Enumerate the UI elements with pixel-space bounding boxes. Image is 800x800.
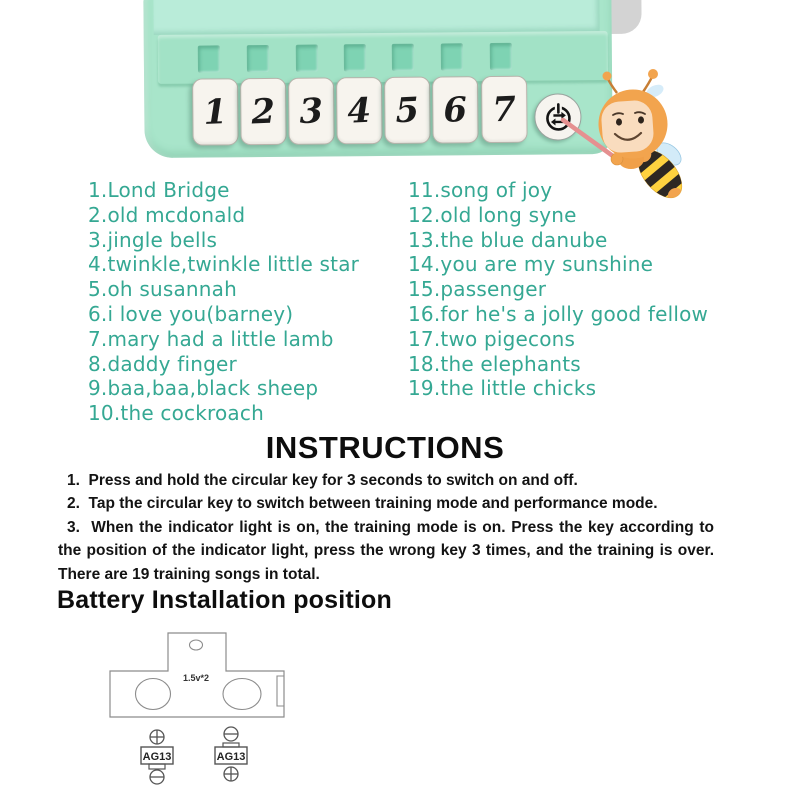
bee-eye-right: [638, 116, 644, 123]
indicator-light-1: [198, 45, 220, 72]
song-item: 2.old mcdonald: [88, 202, 246, 227]
key-6-label: 6: [442, 89, 469, 131]
battery-left-label: AG13: [142, 751, 172, 763]
song-item: 8.daddy finger: [88, 351, 237, 376]
song-item: 7.mary had a little lamb: [88, 326, 334, 351]
song-item: 5.oh susannah: [88, 277, 238, 302]
key-1-label: 1: [202, 91, 229, 133]
instructions-list: [58, 469, 714, 586]
indicator-light-2: [247, 45, 269, 72]
song-item: 12.old long syne: [408, 202, 577, 227]
key-4-label: 4: [346, 90, 373, 132]
key-2-label: 2: [250, 91, 277, 133]
battery-installation-diagram: [92, 624, 332, 796]
battery-left: [141, 730, 173, 784]
indicator-light-6: [441, 43, 463, 70]
song-item: 6.i love you(barney): [88, 301, 294, 326]
song-item: 1.Lond Bridge: [88, 178, 230, 202]
song-item: 16.for he's a jolly good fellow: [408, 301, 709, 326]
battery-section-heading: Battery Installation position: [57, 586, 392, 614]
song-item: 9.baa,baa,black sheep: [88, 376, 319, 401]
song-item: 18.the elephants: [408, 351, 581, 376]
bee-antenna-right-tip: [648, 69, 658, 79]
key-6: [432, 76, 479, 143]
song-item: 13.the blue danube: [408, 227, 608, 252]
key-3-label: 3: [298, 90, 325, 132]
key-4: [336, 77, 383, 144]
instructions-heading: INSTRUCTIONS: [265, 430, 505, 465]
instruction-item-1: 1. Press and hold the circular key for 3 seconds to switch on and off.: [67, 472, 578, 489]
song-list-left-column: [88, 178, 359, 426]
compartment-notch: [277, 676, 284, 706]
screw-hole: [190, 640, 203, 650]
key-5-label: 5: [394, 89, 421, 131]
bee-antenna-left: [608, 79, 617, 93]
key-2: [240, 78, 287, 145]
device-top-panel: [153, 0, 599, 35]
song-item: 4.twinkle,twinkle little star: [88, 252, 360, 277]
battery-slot-right: [223, 679, 261, 710]
battery-slot-left: [136, 679, 171, 710]
indicator-light-7: [490, 43, 512, 70]
song-item: 3.jingle bells: [88, 227, 218, 252]
key-5: [384, 77, 431, 144]
voltage-label: 1.5v*2: [182, 673, 210, 683]
instruction-item-3: 3. When the indicator light is on, the training mode is on. Press the key according to the position of the indicator light, press the wrong key 3 times, and the training is over. There are 19 training songs in total.: [58, 518, 714, 583]
key-7: [481, 76, 528, 143]
bee-face: [600, 99, 654, 153]
song-item: 17.two pigecons: [408, 326, 576, 351]
bee-eye-left: [616, 118, 622, 125]
song-list-right-column: [408, 178, 708, 401]
song-item: 15.passenger: [408, 277, 547, 302]
song-item: 10.the cockroach: [88, 401, 264, 426]
key-7-label: 7: [491, 88, 518, 130]
indicator-light-3: [296, 45, 318, 72]
battery-right-label: AG13: [216, 751, 246, 763]
bee-antenna-left-tip: [603, 72, 612, 81]
indicator-light-4: [344, 44, 366, 71]
key-1: [192, 78, 239, 145]
song-item: 14.you are my sunshine: [408, 252, 654, 277]
song-item: 19.the little chicks: [408, 376, 597, 401]
song-item: 11.song of joy: [408, 178, 553, 202]
battery-right: [215, 727, 247, 781]
instruction-item-2: 2. Tap the circular key to switch between training mode and performance mode.: [67, 495, 658, 513]
key-3: [288, 77, 335, 144]
indicator-light-5: [392, 44, 414, 71]
